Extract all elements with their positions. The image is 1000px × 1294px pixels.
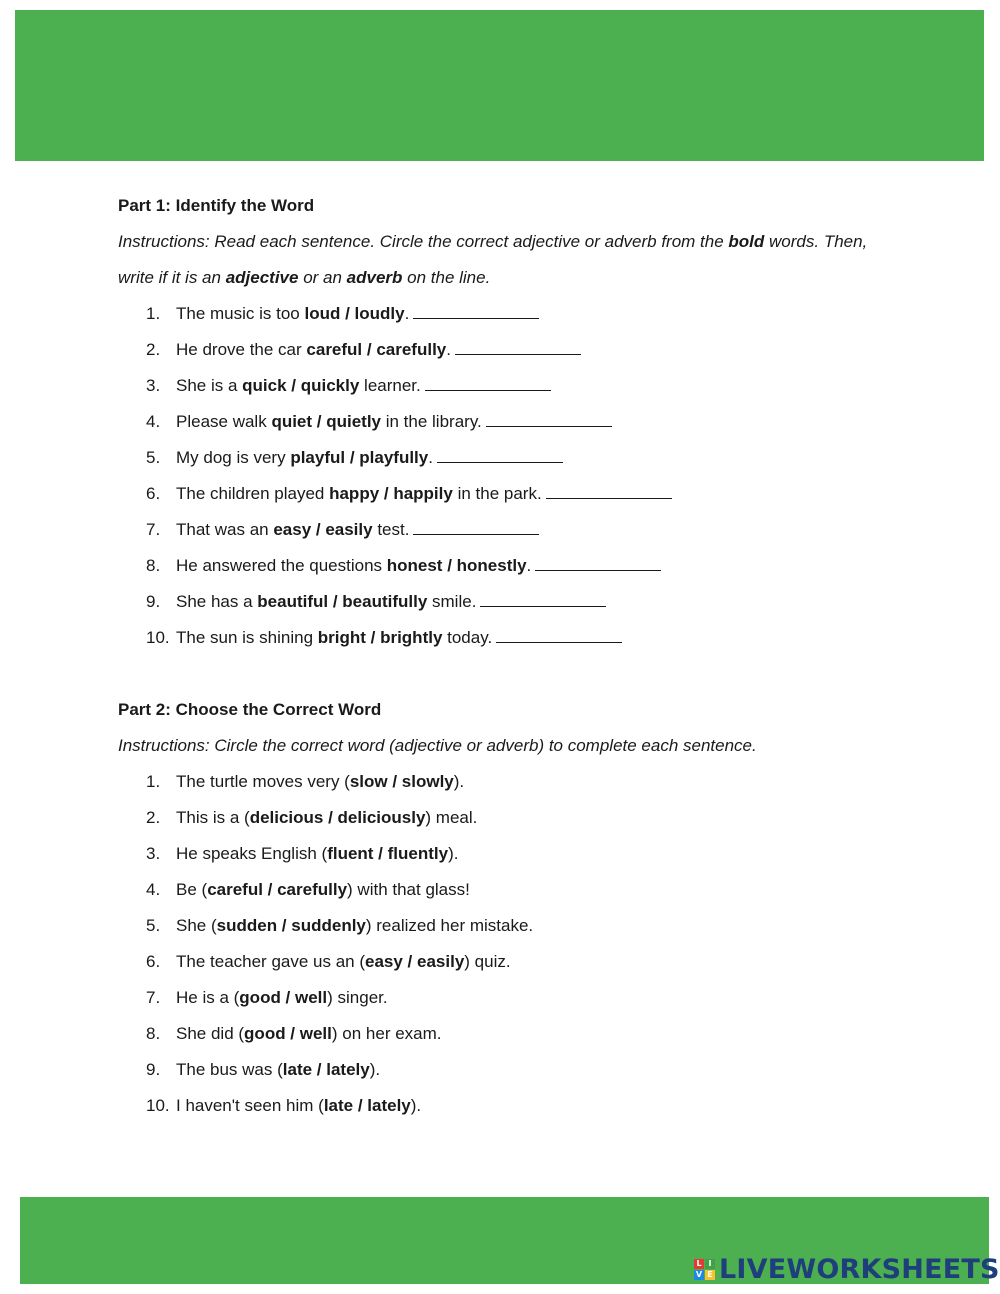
answer-blank[interactable] <box>496 620 622 643</box>
sentence-bold-text: late / lately <box>282 1060 370 1079</box>
sentence-text: The bus was ( <box>176 1060 283 1079</box>
logo-icon-tile: E <box>705 1270 715 1280</box>
worksheet-content <box>118 188 878 1124</box>
list-item <box>118 440 878 476</box>
sentence-text: The turtle moves very ( <box>176 772 350 791</box>
item-number: 6. <box>146 484 161 503</box>
instruction-bold-text: adjective <box>225 268 299 287</box>
list-item <box>118 620 878 656</box>
item-number: 6. <box>146 952 161 971</box>
sentence-text: ) with that glass! <box>347 880 470 899</box>
list-item <box>118 800 878 836</box>
instruction-bold-text: adverb <box>346 268 403 287</box>
part1-instructions <box>118 224 878 296</box>
sentence-text: . <box>404 304 410 323</box>
header-band <box>15 10 984 161</box>
sentence-bold-text: careful / carefully <box>306 340 447 359</box>
answer-blank[interactable] <box>546 476 672 499</box>
item-number: 4. <box>146 412 161 431</box>
instruction-text: words. Then, write if it is an <box>118 232 868 287</box>
sentence-text: That was an <box>176 520 274 539</box>
sentence-text: My dog is very <box>176 448 291 467</box>
answer-blank[interactable] <box>480 584 606 607</box>
list-item <box>118 980 878 1016</box>
sentence-text: . <box>428 448 433 467</box>
list-item <box>118 404 878 440</box>
item-number: 3. <box>146 844 161 863</box>
list-item <box>118 764 878 800</box>
sentence-text: The children played <box>176 484 330 503</box>
sentence-bold-text: quick / quickly <box>242 376 360 395</box>
sentence-text: He is a ( <box>176 988 240 1007</box>
logo-icon-tile: V <box>695 1269 703 1279</box>
instruction-text: or an <box>298 268 347 287</box>
sentence-bold-text: good / well <box>239 988 328 1007</box>
list-item <box>118 368 878 404</box>
sentence-bold-text: late / lately <box>323 1096 411 1115</box>
answer-blank[interactable] <box>413 296 539 319</box>
answer-blank[interactable] <box>437 440 563 463</box>
list-item <box>118 1016 878 1052</box>
list-item <box>118 512 878 548</box>
item-number: 8. <box>146 556 161 575</box>
sentence-text: in the library. <box>381 412 482 431</box>
sentence-text: ). <box>369 1060 381 1079</box>
list-item <box>118 476 878 512</box>
sentence-text: ). <box>453 772 465 791</box>
list-item <box>118 1088 878 1124</box>
liveworksheets-icon <box>694 1259 715 1280</box>
part2-instructions <box>118 728 878 764</box>
item-number: 1. <box>146 304 161 323</box>
sentence-bold-text: loud / loudly <box>304 304 405 323</box>
sentence-text: ) meal. <box>425 808 478 827</box>
item-number: 9. <box>146 1060 161 1079</box>
sentence-text: He speaks English ( <box>176 844 328 863</box>
sentence-text: in the park. <box>452 484 542 503</box>
sentence-bold-text: bright / brightly <box>317 628 443 647</box>
sentence-text: ) realized her mistake. <box>365 916 534 935</box>
list-item <box>118 872 878 908</box>
instruction-text: Instructions: Circle the correct word (adjective or adverb) to complete each sentence. <box>118 736 757 755</box>
instruction-text: on the line. <box>402 268 491 287</box>
item-number: 1. <box>146 772 161 791</box>
answer-blank[interactable] <box>455 332 581 355</box>
sentence-bold-text: honest / honestly <box>386 556 527 575</box>
sentence-text: ). <box>410 1096 422 1115</box>
sentence-text: Be ( <box>176 880 208 899</box>
sentence-bold-text: delicious / deliciously <box>249 808 426 827</box>
sentence-text: ) singer. <box>327 988 388 1007</box>
sentence-text: ) on her exam. <box>331 1024 442 1043</box>
answer-blank[interactable] <box>425 368 551 391</box>
sentence-text: He answered the questions <box>176 556 387 575</box>
sentence-text: I haven't seen him ( <box>176 1096 324 1115</box>
item-number: 10. <box>146 628 170 647</box>
sentence-text: She did ( <box>176 1024 245 1043</box>
sentence-text: She ( <box>176 916 217 935</box>
sentence-text: The sun is shining <box>176 628 318 647</box>
sentence-bold-text: good / well <box>244 1024 332 1043</box>
list-item <box>118 1052 878 1088</box>
sentence-text: She is a <box>176 376 243 395</box>
part1-list <box>118 296 878 656</box>
sentence-bold-text: slow / slowly <box>349 772 454 791</box>
item-number: 9. <box>146 592 161 611</box>
instruction-bold-text: bold <box>728 232 765 251</box>
sentence-bold-text: happy / happily <box>329 484 453 503</box>
sentence-bold-text: playful / playfully <box>290 448 429 467</box>
sentence-text: The teacher gave us an ( <box>176 952 366 971</box>
sentence-text: ). <box>448 844 459 863</box>
sentence-text: This is a ( <box>176 808 250 827</box>
sentence-text: He drove the car <box>176 340 307 359</box>
answer-blank[interactable] <box>413 512 539 535</box>
sentence-text: learner. <box>359 376 421 395</box>
sentence-bold-text: beautiful / beautifully <box>257 592 428 611</box>
item-number: 3. <box>146 376 161 395</box>
sentence-bold-text: easy / easily <box>273 520 373 539</box>
liveworksheets-logo <box>694 1254 1000 1284</box>
sentence-text: Please walk <box>176 412 272 431</box>
logo-icon-tile: I <box>705 1259 715 1269</box>
instruction-text: Instructions: Read each sentence. Circle the correct adjective or adverb from the <box>118 232 729 251</box>
sentence-text: . <box>526 556 532 575</box>
item-number: 2. <box>146 340 161 359</box>
sentence-text: today. <box>442 628 493 647</box>
sentence-bold-text: sudden / suddenly <box>216 916 366 935</box>
sentence-bold-text: easy / easily <box>365 952 465 971</box>
sentence-bold-text: careful / carefully <box>207 880 348 899</box>
section-gap <box>118 656 878 692</box>
item-number: 2. <box>146 808 161 827</box>
list-item <box>118 584 878 620</box>
part2-title: Part 2: Choose the Correct Word <box>118 700 382 719</box>
sentence-text: She has a <box>176 592 258 611</box>
logo-icon-tile: L <box>694 1259 704 1269</box>
sentence-bold-text: quiet / quietly <box>271 412 381 431</box>
list-item <box>118 332 878 368</box>
list-item <box>118 944 878 980</box>
item-number: 4. <box>146 880 161 899</box>
part2-list <box>118 764 878 1124</box>
part1-title: Part 1: Identify the Word <box>118 196 315 215</box>
answer-blank[interactable] <box>535 548 661 571</box>
sentence-text: ) quiz. <box>464 952 511 971</box>
list-item <box>118 548 878 584</box>
sentence-bold-text: fluent / fluently <box>327 844 449 863</box>
item-number: 10. <box>146 1096 170 1115</box>
item-number: 5. <box>146 916 161 935</box>
sentence-text: test. <box>372 520 410 539</box>
sentence-text: . <box>446 340 451 359</box>
answer-blank[interactable] <box>486 404 612 427</box>
logo-text: LIVEWORKSHEETS <box>719 1253 1000 1285</box>
item-number: 7. <box>146 988 161 1007</box>
item-number: 7. <box>146 520 161 539</box>
list-item <box>118 908 878 944</box>
item-number: 5. <box>146 448 161 467</box>
list-item <box>118 836 878 872</box>
list-item <box>118 296 878 332</box>
item-number: 8. <box>146 1024 161 1043</box>
sentence-text: The music is too <box>176 304 305 323</box>
sentence-text: smile. <box>427 592 477 611</box>
